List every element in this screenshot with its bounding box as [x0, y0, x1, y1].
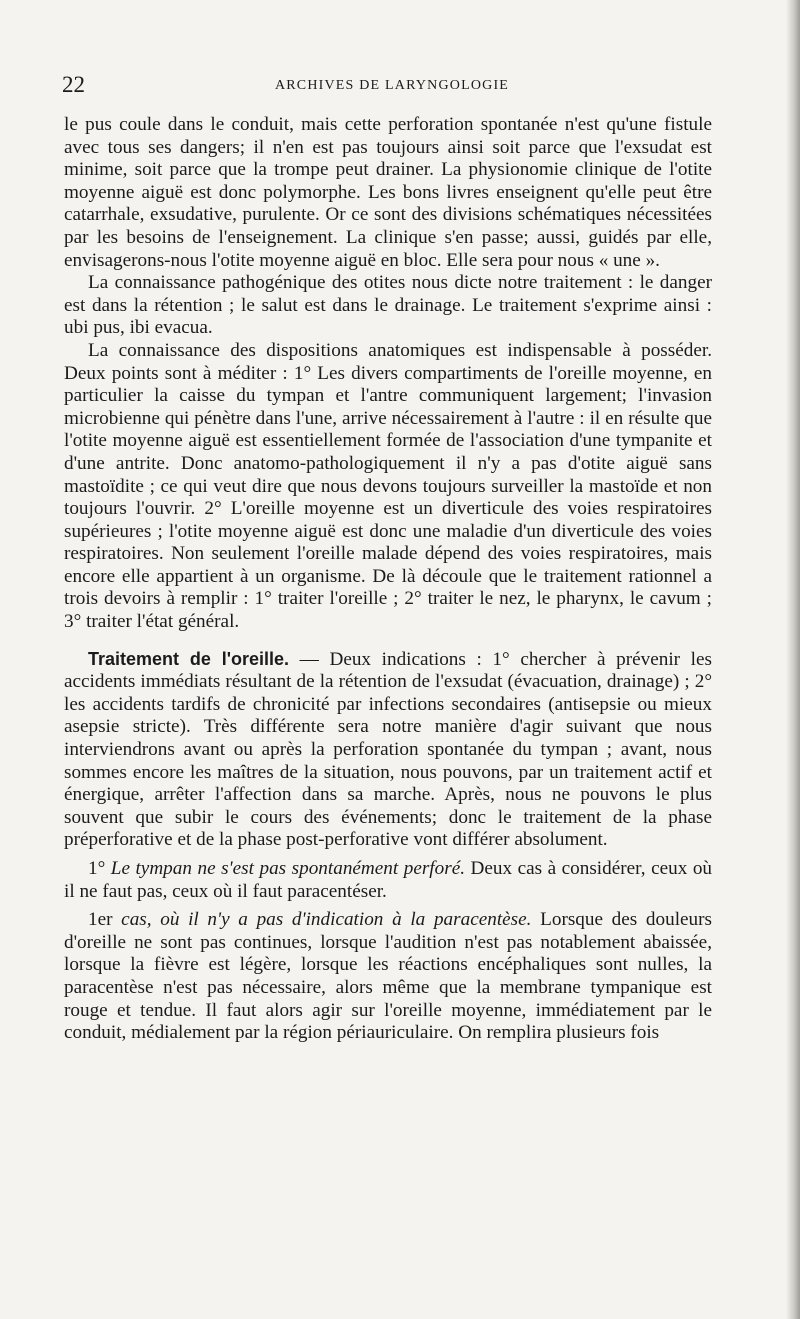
paragraph-5 — [64, 858, 712, 903]
paragraph-5-italic: Le tympan ne s'est pas spontanément perforé. — [110, 858, 466, 879]
page-edge-shadow — [786, 0, 800, 1319]
page-body — [64, 114, 712, 1045]
paragraph-6 — [64, 909, 712, 1045]
paragraph-5-number: 1° — [88, 858, 111, 879]
running-head: ARCHIVES DE LARYNGOLOGIE — [274, 78, 510, 93]
page-header — [62, 72, 722, 102]
paragraph-4-text: — Deux indications : 1° chercher à prévenir les accidents immédiats résultant de la rétention de l'exsudat (évacuation, drainage) ; 2° les accidents tardifs de chronicité par infections secondaires (antisepsie ou mieux asepsie stricte). Très différente sera notre manière d'agir suivant que nous interviendrons avant ou après la perforation spontanée du tympan ; avant, nous sommes encore les maîtres de la situation, nous pouvons, par un traitement actif et énergique, arrêter l'affection dans sa marche. Après, nous ne pouvons le plus souvent que subir le cours des événements; donc le traitement de la phase préperforative et de la phase post-perforative vont différer absolument. — [64, 648, 712, 851]
section-heading: Traitement de l'oreille. — [88, 648, 290, 669]
paragraph-1: le pus coule dans le conduit, mais cette perforation spontanée n'est qu'une fistule avec tous ses dangers; il n'en est pas toujours ainsi soit parce que l'exsudat est minime, soit parce que la trompe peut drainer. La physionomie clinique de l'otite moyenne aiguë est donc polymorphe. Les bons livres enseignent qu'elle peut être catarrhale, exsudative, purulente. Or ce sont des divisions schématiques nécessitées par les besoins de l'enseignement. La clinique s'en passe; aussi, guidés par elle, envisagerons-nous l'otite moyenne aiguë en bloc. Elle sera pour nous « une ». — [64, 114, 712, 271]
paragraph-6-number: 1er — [88, 909, 113, 931]
paragraph-5-text: Deux cas à considérer, ceux où il ne faut pas, ceux où il faut paracentéser. — [64, 858, 713, 902]
paragraph-4 — [64, 648, 712, 852]
paragraph-6-text: Lorsque des douleurs d'oreille ne sont pas continues, lorsque l'audition n'est pas notablement abaissée, lorsque la fièvre est légère, lorsque les réactions encéphaliques sont nulles, la paracentèse n'est pas nécessaire, alors même que la membrane tympanique est rouge et tendue. Il faut alors agir sur l'oreille moyenne, immédiatement par le conduit, médialement par la région périauriculaire. On remplira plusieurs fois — [64, 909, 713, 1044]
paragraph-3: La connaissance des dispositions anatomiques est indispensable à posséder. Deux points sont à méditer : 1° Les divers compartiments de l'oreille moyenne, en particulier la caisse du tympan et l'antre communiquent largement; l'invasion microbienne qui pénètre dans l'une, arrive nécessairement à l'autre : il en résulte que l'otite moyenne aiguë est essentiellement formée de l'association d'une tympanite et d'une antrite. Donc anatomo-pathologiquement il n'y a pas d'otite aiguë sans mastoïdite ; ce qui veut dire que nous devons toujours surveiller la mastoïde et non toujours l'ouvrir. 2° L'oreille moyenne est un diverticule des voies respiratoires supérieures ; l'otite moyenne aiguë est donc une maladie d'un diverticule des voies respiratoires. Non seulement l'oreille malade dépend des voies respiratoires, mais encore elle appartient à un organisme. De là découle que le traitement rationnel a trois devoirs à remplir : 1° traiter l'oreille ; 2° traiter le nez, le pharynx, le cavum ; 3° traiter l'état général. — [64, 339, 712, 633]
paragraph-2: La connaissance pathogénique des otites nous dicte notre traitement : le danger est dans la rétention ; le salut est dans le drainage. Le traitement s'exprime ainsi : ubi pus, ibi evacua. — [64, 272, 712, 339]
paragraph-6-italic: cas, où il n'y a pas d'indication à la paracentèse. — [112, 909, 532, 931]
page-number: 22 — [62, 72, 85, 97]
